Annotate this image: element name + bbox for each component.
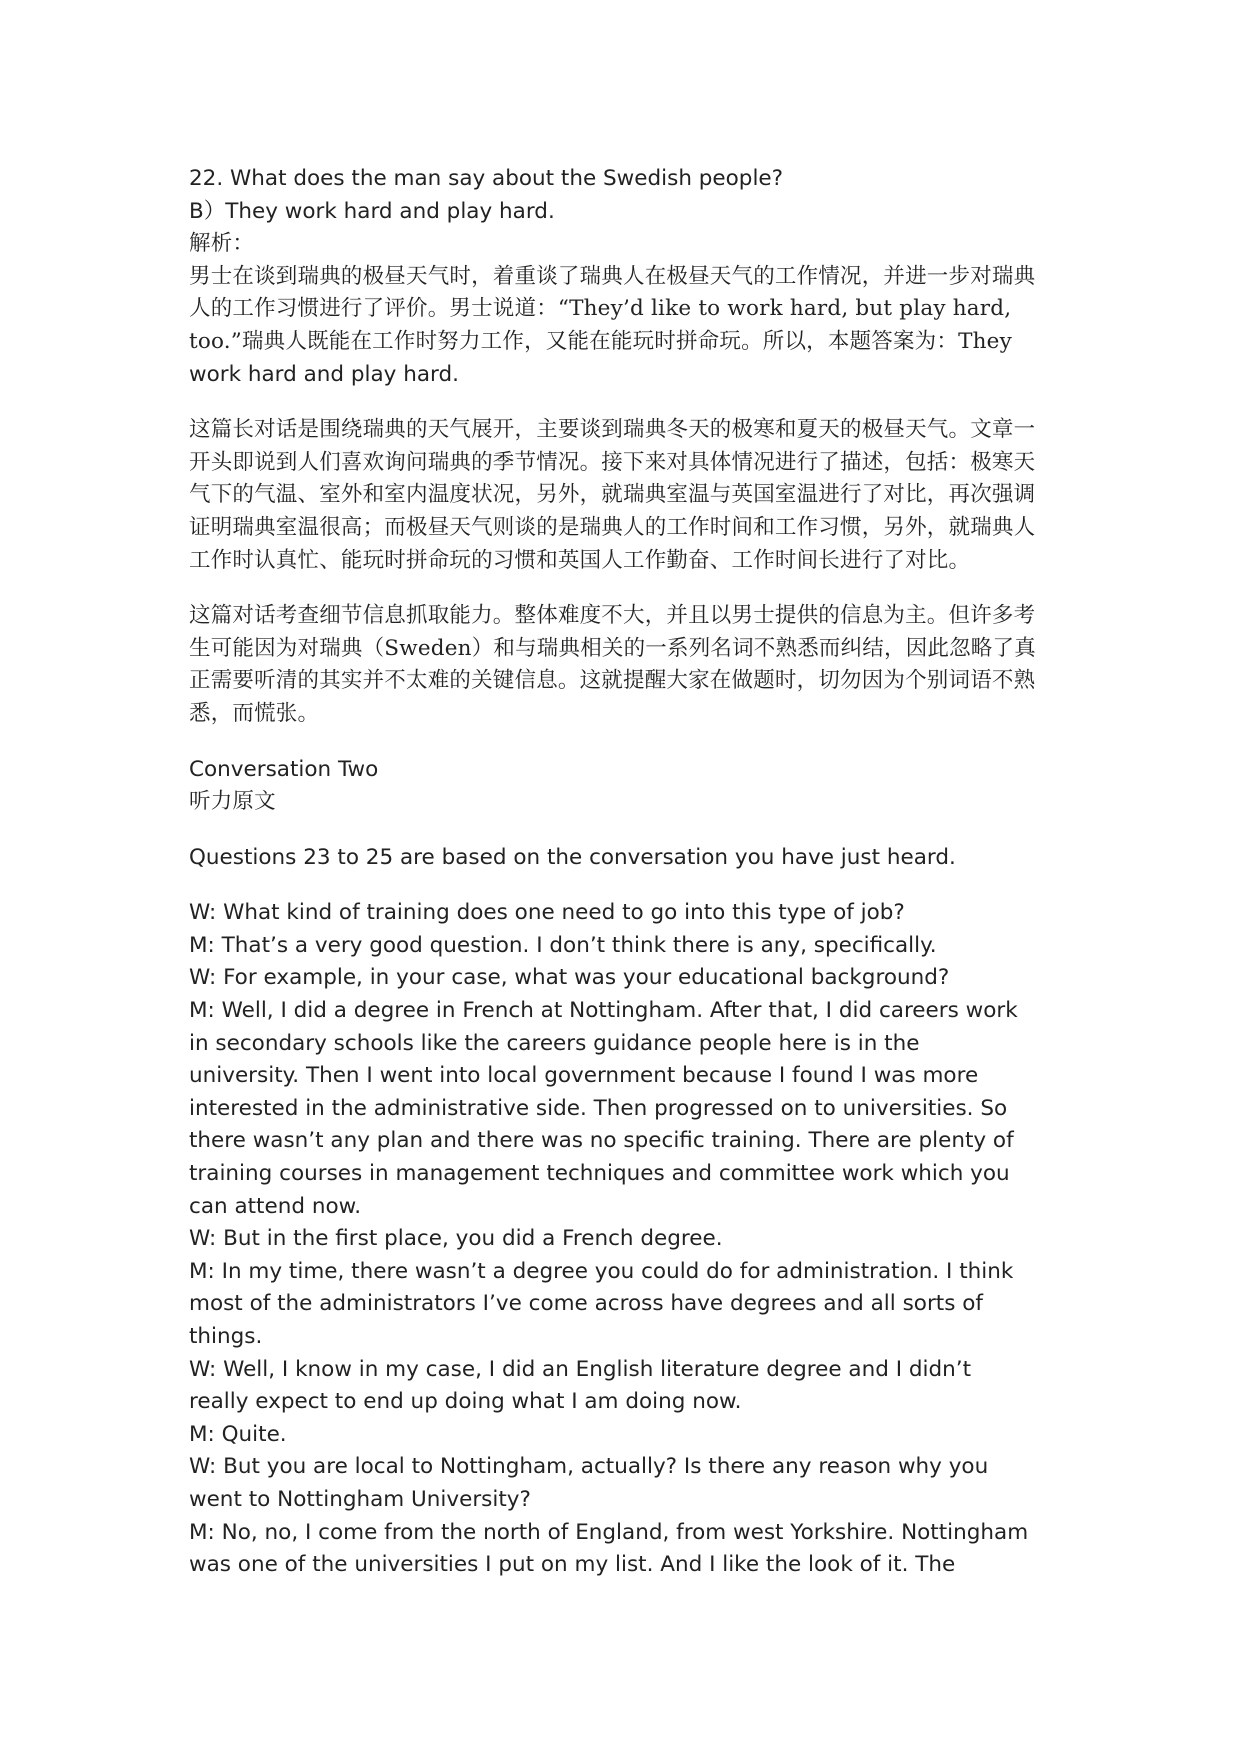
transcript-line: W: What kind of training does one need to go into this type of job? [189, 900, 905, 926]
transcript-line: really expect to end up doing what I am doing now. [189, 1389, 742, 1415]
summary-line: 这篇长对话是围绕瑞典的天气展开，主要谈到瑞典冬天的极寒和夏天的极昼天气。文章一 [189, 417, 1036, 443]
transcript-line: M: That’s a very good question. I don’t think there is any, specifically. [189, 932, 937, 958]
transcript-line: interested in the administrative side. Then progressed on to universities. So [189, 1095, 1008, 1121]
transcript-line: M: No, no, I come from the north of England, from west Yorkshire. Nottingham [189, 1519, 1029, 1545]
transcript-line: can attend now. [189, 1193, 362, 1219]
transcript-line: training courses in management techniques and committee work which you [189, 1161, 1010, 1187]
analysis-line: 男士在谈到瑞典的极昼天气时，着重谈了瑞典人在极昼天气的工作情况，并进一步对瑞典 [189, 263, 1036, 289]
transcript-line: university. Then I went into local government because I found I was more [189, 1063, 979, 1089]
summary-line: 这篇对话考查细节信息抓取能力。整体难度不大，并且以男士提供的信息为主。但许多考 [189, 603, 1036, 629]
summary-paragraph-1 [189, 414, 1069, 577]
question-22-block [189, 163, 1069, 391]
transcript-line: in secondary schools like the careers guidance people here is in the [189, 1030, 920, 1056]
transcript-line: W: But in the first place, you did a French degree. [189, 1226, 723, 1252]
transcript-line: went to Nottingham University? [189, 1486, 531, 1512]
summary-line: 悉，而慌张。 [189, 700, 320, 726]
conversation-subtitle: 听力原文 [189, 789, 276, 815]
summary-paragraph-2 [189, 600, 1069, 730]
transcript-line: M: Well, I did a degree in French at Nottingham. After that, I did careers work [189, 998, 1018, 1024]
transcript-line: was one of the universities I put on my list. And I like the look of it. The [189, 1552, 956, 1578]
summary-line: 开头即说到人们喜欢询问瑞典的季节情况。接下来对具体情况进行了描述，包括：极寒天 [189, 449, 1036, 475]
summary-line: 证明瑞典室温很高；而极昼天气则谈的是瑞典人的工作时间和工作习惯，另外，就瑞典人 [189, 514, 1036, 540]
transcript-line: W: Well, I know in my case, I did an English literature degree and I didn’t [189, 1356, 972, 1382]
conversation-intro: Questions 23 to 25 are based on the conversation you have just heard. [189, 844, 956, 870]
analysis-line: 人的工作习惯进行了评价。男士说道：“They’d like to work hard, but play hard, [189, 296, 1012, 322]
analysis-label: 解析： [189, 231, 255, 257]
transcript-line: most of the administrators I’ve come across have degrees and all sorts of [189, 1291, 983, 1317]
question-22-answer: B）They work hard and play hard. [189, 198, 555, 224]
transcript-line: there wasn’t any plan and there was no specific training. There are plenty of [189, 1128, 1014, 1154]
conversation-title: Conversation Two [189, 756, 379, 782]
transcript-line: M: Quite. [189, 1421, 287, 1447]
summary-line: 气下的气温、室外和室内温度状况，另外，就瑞典室温与英国室温进行了对比，再次强调 [189, 482, 1036, 508]
summary-line: 正需要听清的其实并不太难的关键信息。这就提醒大家在做题时，切勿因为个别词语不熟 [189, 668, 1036, 694]
conversation-header [189, 754, 1069, 819]
transcript-line: things. [189, 1324, 263, 1349]
question-22-text: 22. What does the man say about the Swedish people? [189, 166, 784, 191]
transcript-line: M: In my time, there wasn’t a degree you could do for administration. I think [189, 1258, 1014, 1284]
conversation-transcript [189, 897, 1069, 1581]
analysis-line: work hard and play hard. [189, 361, 459, 387]
summary-line: 生可能因为对瑞典（Sweden）和与瑞典相关的一系列名词不熟悉而纠结，因此忽略了真 [189, 635, 1036, 661]
analysis-line: too.”瑞典人既能在工作时努力工作，又能在能玩时拼命玩。所以，本题答案为：They [189, 328, 1012, 354]
document-page [189, 163, 1069, 1582]
summary-line: 工作时认真忙、能玩时拼命玩的习惯和英国人工作勤奋、工作时间长进行了对比。 [189, 547, 971, 573]
transcript-line: W: But you are local to Nottingham, actually? Is there any reason why you [189, 1454, 989, 1480]
transcript-line: W: For example, in your case, what was your educational background? [189, 965, 950, 991]
